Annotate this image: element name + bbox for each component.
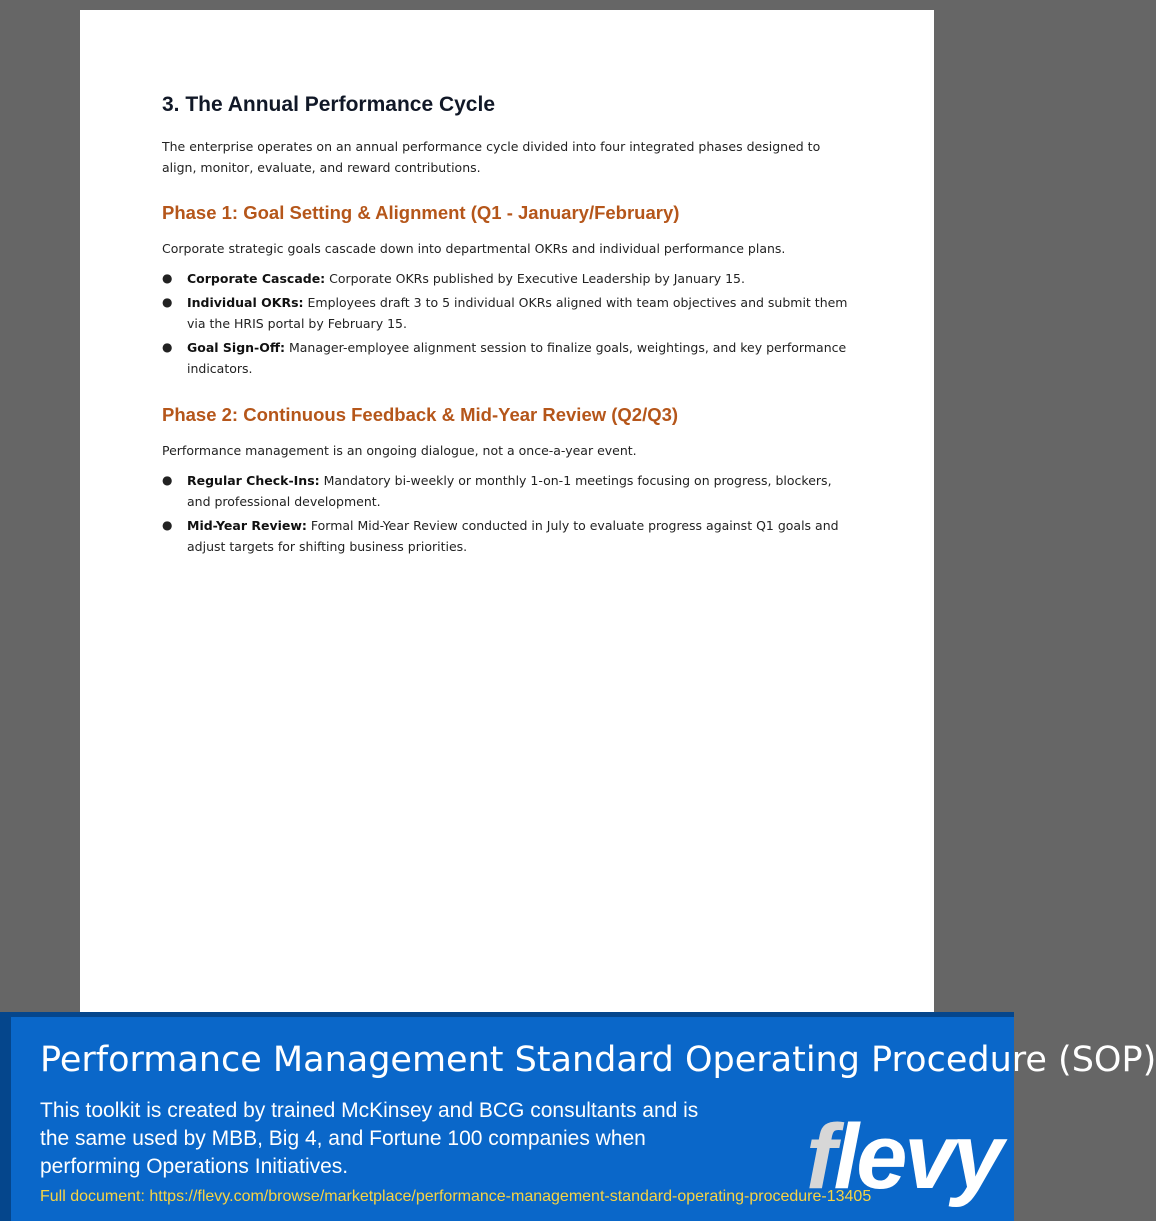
promo-banner [0, 1012, 1156, 1221]
list-item-term: Individual OKRs: [187, 294, 304, 310]
list-item-text: Mandatory bi-weekly or monthly 1-on-1 meetings focusing on progress, blockers, and professional development. [187, 472, 832, 509]
bullet-icon: ● [162, 339, 173, 354]
bullet-icon: ● [162, 271, 173, 285]
bullet-icon: ● [162, 472, 173, 487]
list-item [162, 268, 852, 290]
phase-2-heading: Phase 2: Continuous Feedback & Mid-Year Review (Q2/Q3) [162, 403, 679, 425]
phase-1-heading: Phase 1: Goal Setting & Alignment (Q1 - January/February) [162, 202, 680, 223]
list-item-term: Goal Sign-Off: [187, 339, 285, 355]
list-item-text: Employees draft 3 to 5 individual OKRs aligned with team objectives and submit them via the HRIS portal by February 15. [187, 294, 848, 331]
banner-description: This toolkit is created by trained McKinsey and BCG consultants and is the same used by MBB, Big 4, and Fortune 100 companies when performing Operations Initiatives. [40, 1099, 699, 1178]
banner-title: Performance Management Standard Operating Procedure (SOP) [40, 1040, 1156, 1080]
document-content [162, 90, 852, 560]
bullet-icon: ● [162, 294, 173, 309]
phase-2-description: Performance management is an ongoing dialogue, not a once-a-year event. [162, 442, 637, 458]
banner-left-strip [0, 1012, 11, 1221]
banner-top-strip [0, 1012, 1014, 1017]
list-item-text: Formal Mid-Year Review conducted in July to evaluate progress against Q1 goals and adjust targets for shifting business priorities. [187, 517, 839, 554]
logo-rest: levy [833, 1106, 1001, 1208]
section-intro: The enterprise operates on an annual performance cycle divided into four integrated phases designed to align, monitor, evaluate, and reward contributions. [162, 139, 821, 175]
list-item [162, 470, 852, 513]
phase-1-list [162, 268, 852, 380]
list-item-text: Corporate OKRs published by Executive Leadership by January 15. [325, 271, 745, 286]
full-document-link[interactable]: Full document: https://flevy.com/browse/marketplace/performance-management-standard-operating-procedure-13405 [40, 1188, 872, 1205]
list-item [162, 515, 852, 558]
section-title: 3. The Annual Performance Cycle [162, 93, 495, 116]
phase-2-list [162, 470, 852, 558]
list-item-text: Manager-employee alignment session to finalize goals, weightings, and key performance indicators. [187, 339, 847, 376]
list-item-term: Regular Check-Ins: [187, 472, 320, 488]
document-page [80, 10, 934, 1014]
logo-first-letter: f [806, 1106, 834, 1208]
list-item-term: Mid-Year Review: [187, 517, 307, 533]
phase-1-description: Corporate strategic goals cascade down into departmental OKRs and individual performance plans. [162, 241, 786, 256]
list-item-term: Corporate Cascade: [187, 271, 326, 286]
list-item [162, 337, 852, 380]
bullet-icon: ● [162, 517, 173, 532]
flevy-logo[interactable] [806, 1107, 1001, 1207]
list-item [162, 292, 852, 335]
